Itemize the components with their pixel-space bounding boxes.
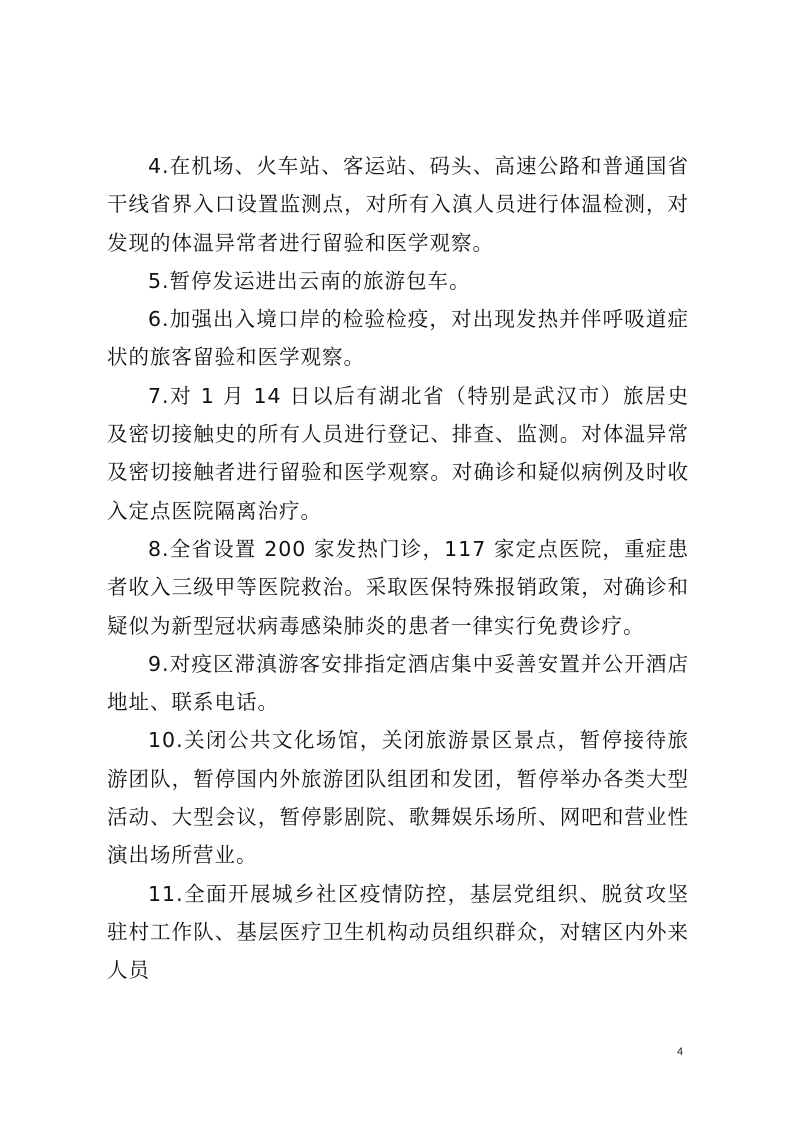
paragraph-item-11: 11.全面开展城乡社区疫情防控，基层党组织、脱贫攻坚驻村工作队、基层医疗卫生机构动员组织群众，对辖区内外来人员 <box>107 881 689 983</box>
paragraph-item-6: 6.加强出入境口岸的检验检疫，对出现发热并伴呼吸道症状的旅客留验和医学观察。 <box>107 307 689 370</box>
paragraph-item-9: 9.对疫区滞滇游客安排指定酒店集中妥善安置并公开酒店地址、联系电话。 <box>107 651 689 715</box>
paragraph-item-4: 4.在机场、火车站、客运站、码头、高速公路和普通国省干线省界入口设置监测点，对所有入滇人员进行体温检测，对发现的体温异常者进行留验和医学观察。 <box>107 154 689 255</box>
document-body <box>107 147 689 990</box>
page-number: 4 <box>677 1046 684 1058</box>
paragraph-item-10: 10.关闭公共文化场馆，关闭旅游景区景点，暂停接待旅游团队，暂停国内外旅游团队组团和发团，暂停举办各类大型活动、大型会议，暂停影剧院、歌舞娱乐场所、网吧和营业性演出场所营业。 <box>107 728 689 868</box>
paragraph-item-5: 5.暂停发运进出云南的旅游包车。 <box>148 268 471 293</box>
paragraph-item-7: 7.对 1 月 14 日以后有湖北省（特别是武汉市）旅居史及密切接触史的所有人员进行登记、排查、监测。对体温异常及密切接触者进行留验和医学观察。对确诊和疑似病例及时收入定点医院隔离治疗。 <box>107 383 689 523</box>
paragraph-item-8: 8.全省设置 200 家发热门诊，117 家定点医院，重症患者收入三级甲等医院救治。采取医保特殊报销政策，对确诊和疑似为新型冠状病毒感染肺炎的患者一律实行免费诊疗。 <box>107 536 689 638</box>
